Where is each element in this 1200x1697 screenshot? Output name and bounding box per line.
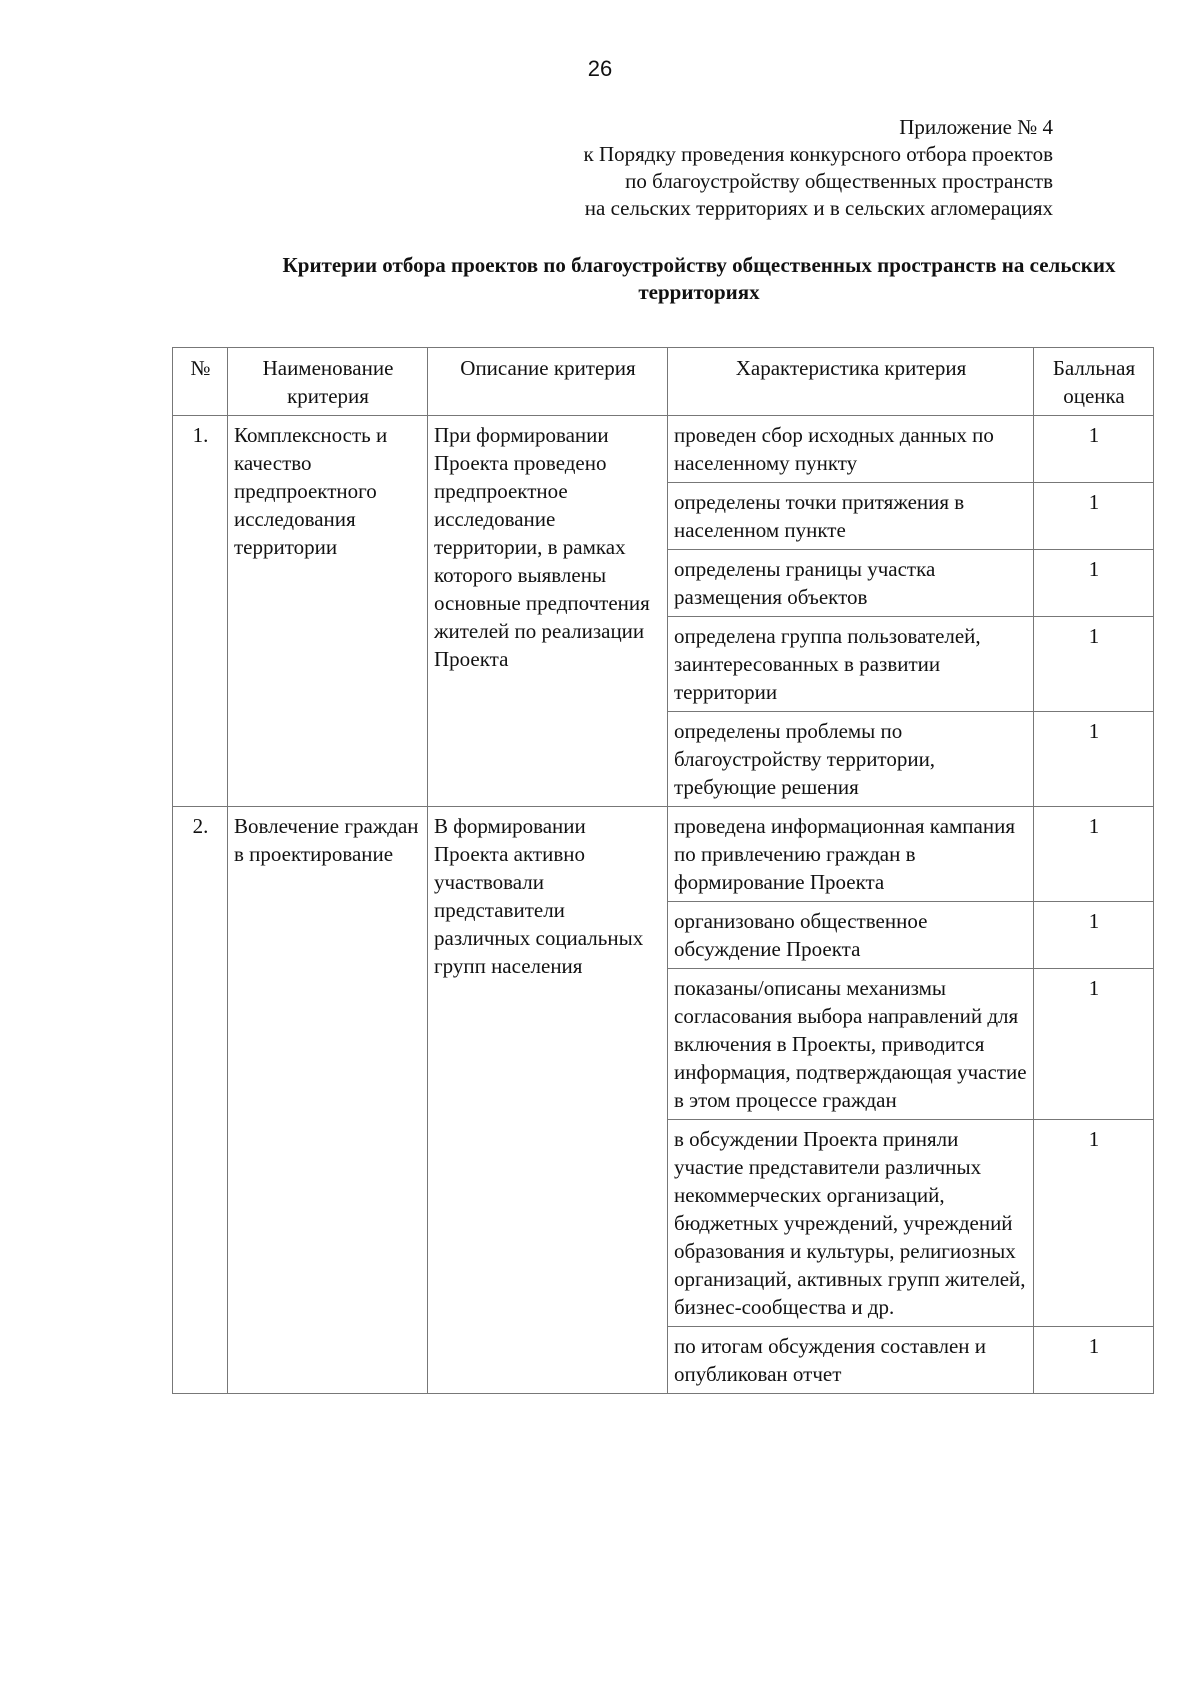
criterion-score: 1 [1034,416,1154,483]
table-row [173,416,1154,483]
page-number: 26 [587,56,613,81]
criterion-score: 1 [1034,1327,1154,1394]
criterion-number: 2. [173,807,228,1394]
appendix-line: по благоустройству общественных пространств [625,169,1053,193]
criterion-characteristic: определены точки притяжения в населенном пункте [668,483,1034,550]
appendix-line: на сельских территориях и в сельских агломерациях [584,196,1053,220]
criterion-name: Вовлечение граждан в проектирование [228,807,428,1394]
appendix-header [584,114,1053,222]
header-num: № [173,348,228,416]
criterion-score: 1 [1034,1120,1154,1327]
criterion-description: В формировании Проекта активно участвовали представители различных социальных групп населения [428,807,668,1394]
criterion-characteristic: организовано общественное обсуждение Проекта [668,902,1034,969]
criterion-score: 1 [1034,969,1154,1120]
criterion-score: 1 [1034,712,1154,807]
title-line: Критерии отбора проектов по благоустройству общественных пространств на [282,253,1025,277]
header-score: Балльная оценка [1034,348,1154,416]
header-name: Наименование критерия [228,348,428,416]
document-title [254,252,1144,306]
criterion-score: 1 [1034,550,1154,617]
criterion-characteristic: в обсуждении Проекта приняли участие представители различных некоммерческих организаций, бюджетных учреждений, учреждений образования и культуры, религиозных организаций, активных групп жителей, бизнес-сообщества и др. [668,1120,1034,1327]
header-characteristic: Характеристика критерия [668,348,1034,416]
criterion-characteristic: показаны/описаны механизмы согласования выбора направлений для включения в Проекты, приводится информация, подтверждающая участие в этом процессе граждан [668,969,1034,1120]
criterion-number: 1. [173,416,228,807]
criterion-characteristic: проведена информационная кампания по привлечению граждан в формирование Проекта [668,807,1034,902]
criterion-score: 1 [1034,617,1154,712]
criterion-characteristic: определены проблемы по благоустройству территории, требующие решения [668,712,1034,807]
criterion-score: 1 [1034,807,1154,902]
criterion-characteristic: проведен сбор исходных данных по населенному пункту [668,416,1034,483]
table-row [173,807,1154,902]
criterion-characteristic: по итогам обсуждения составлен и опубликован отчет [668,1327,1034,1394]
criterion-characteristic: определена группа пользователей, заинтересованных в развитии территории [668,617,1034,712]
appendix-line: Приложение № 4 [899,115,1053,139]
header-description: Описание критерия [428,348,668,416]
criteria-table [172,347,1154,1394]
criterion-characteristic: определены границы участка размещения объектов [668,550,1034,617]
criterion-score: 1 [1034,902,1154,969]
title-line: сельских территориях [638,253,1116,304]
table-header-row [173,348,1154,416]
appendix-line: к Порядку проведения конкурсного отбора проектов [583,142,1053,166]
criterion-name: Комплексность и качество предпроектного исследования территории [228,416,428,807]
criterion-score: 1 [1034,483,1154,550]
criterion-description: При формировании Проекта проведено предпроектное исследование территории, в рамках которого выявлены основные предпочтения жителей по реализации Проекта [428,416,668,807]
